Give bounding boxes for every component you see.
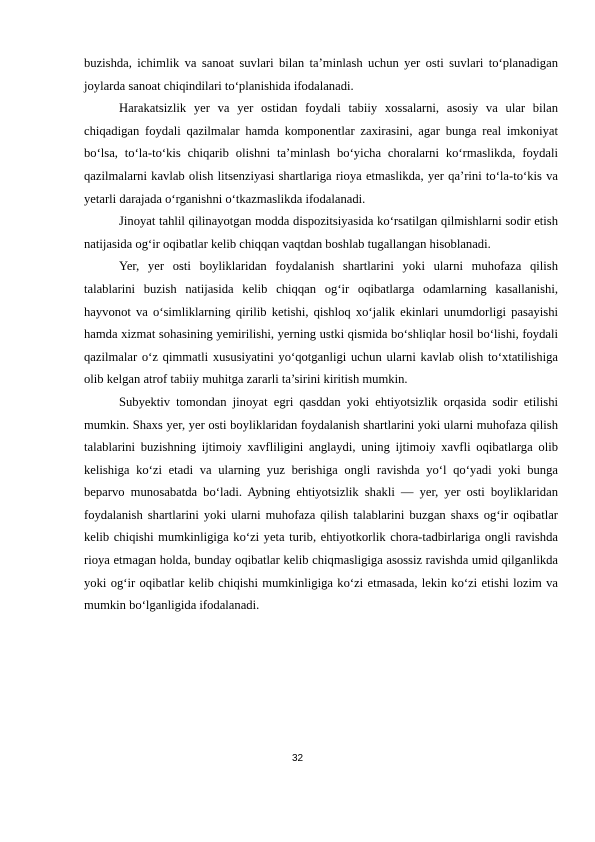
paragraph-continuation: buzishda, ichimlik va sanoat suvlari bilan ta’minlash uchun yer osti suvlari to‘planadigan joylarda sanoat chiqindilari to‘planishida ifodalanadi. (84, 56, 558, 93)
paragraph-consequences: Yer, yer osti boyliklaridan foydalanish shartlarini yoki ularni muhofaza qilish talablarini buzish natijasida kelib chiqqan og‘ir oqibatlarga odamlarning kasallanishi, hayvonot va o‘simliklarning qirilib ketishi, qishloq xo‘jalik ekinlari unumdorligi pasayishi hamda xizmat sohasining yemirilishi, yerning ustki qismida bo‘shliqlar hosil bo‘lishi, foydali qazilmalar o‘z qimmatli xususiyatini yo‘qotganligi uchun ularni kavlab olish to‘xtatilishiga olib kelgan atrof tabiiy muhitga zararli ta’sirini kiritish mumkin. (84, 259, 558, 387)
paragraph-completion: Jinoyat tahlil qilinayotgan modda dispozitsiyasida ko‘rsatilgan qilmishlarni sodir etish natijasida og‘ir oqibatlar kelib chiqqan vaqtdan boshlab tugallangan hisoblanadi. (84, 214, 558, 251)
body-text (84, 52, 558, 617)
paragraph-subjective-side: Subyektiv tomondan jinoyat egri qasddan yoki ehtiyotsizlik orqasida sodir etilishi mumkin. Shaxs yer, yer osti boyliklaridan foydalanish shartlarini yoki ularni muhofaza qilish talablarini buzishning ijtimoiy xavfliligini anglaydi, uning ijtimoiy xavfli oqibatlarga olib kelishiga ko‘zi etadi va ularning yuz berishiga ongli ravishda yo‘l qo‘yadi yoki bunga beparvo munosabatda bo‘ladi. Aybning ehtiyotsizlik shakli — yer, yer osti boyliklaridan foydalanish shartlarini yoki ularni muhofaza qilish talablarini buzgan shaxs og‘ir oqibatlar kelib chiqishi mumkinligiga ko‘zi yeta turib, ehtiyotkorlik chora-tadbirlariga ongli ravishda rioya etmagan holda, bunday oqibatlar kelib chiqmasligiga asossiz ravishda umid qilganlikda yoki og‘ir oqibatlar kelib chiqishi mumkinligiga ko‘zi etmasada, lekin ko‘zi etishi lozim va mumkin bo‘lganligida ifodalanadi. (84, 394, 558, 613)
paragraph-inaction: Harakatsizlik yer va yer ostidan foydali tabiiy xossalarni, asosiy va ular bilan chiqadigan foydali qazilmalar hamda komponentlar zaxirasini, agar bunga real imkoniyat bo‘lsa, to‘la-to‘kis chiqarib olishni ta’minlash bo‘yicha choralarni ko‘rmaslikda, foydali qazilmalarni kavlab olish litsenziyasi shartlariga rioya etmaslikda, yer qa’rini to‘la-to‘kis va yetarli darajada o‘rganishni o‘tkazmaslikda ifodalanadi. (84, 101, 558, 206)
page-number: 32 (291, 753, 304, 764)
